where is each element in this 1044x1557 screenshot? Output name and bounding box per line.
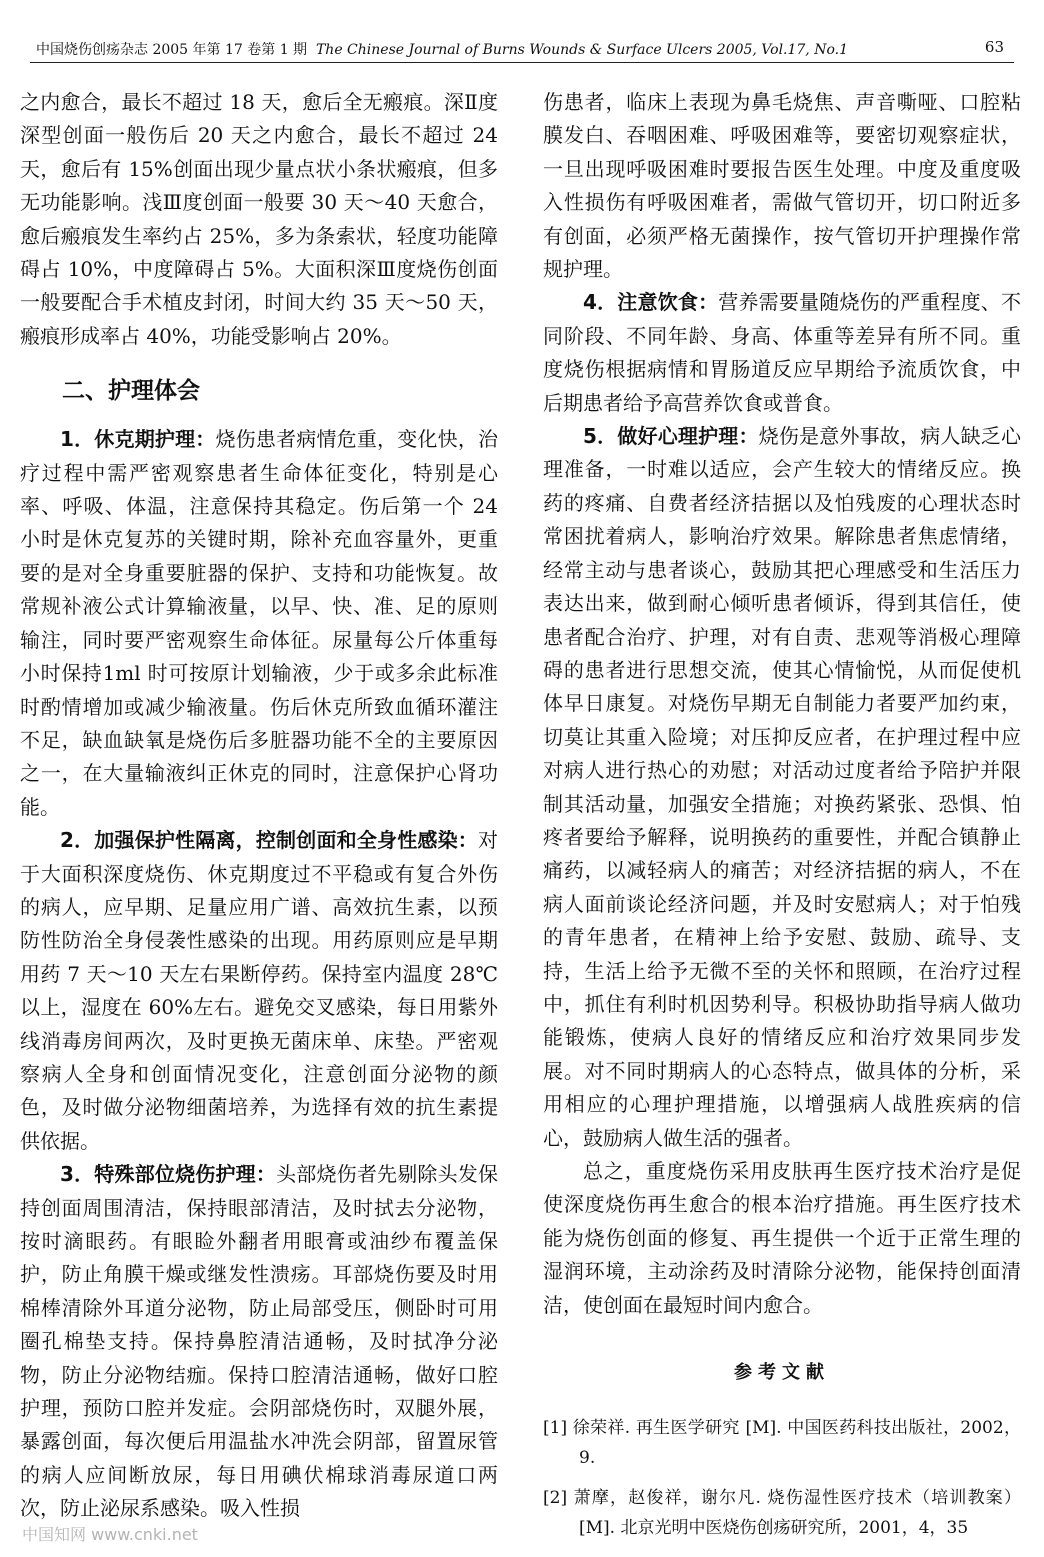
item-title: 3．特殊部位烧伤护理： — [60, 1162, 277, 1187]
watermark: 中国知网 www.cnki.net — [22, 1525, 198, 1544]
item-text: 烧伤是意外事故，病人缺乏心理准备，一时难以适应，会产生较大的情绪反应。换药的疼痛、自费者经济拮据以及怕残废的心理状态时常困扰着病人，影响治疗效果。解除患者焦虑情绪，经常主动与患者谈心，鼓励其把心理感受和生活压力表达出来，做到耐心倾听患者倾诉，得到其信任，使患者配合治疗、护理，对有自责、悲观等消极心理障碍的患者进行思想交流，使其心情愉悦，从而促使机体早日康复。对烧伤早期无自制能力者要严加约束，切莫让其重入险境；对压抑反应者，在护理过程中应对病人进行热心的劝慰；对活动过度者给予陪护并限制其活动量，加强安全措施；对换药紧张、恐惧、怕疼者要给予解释，说明换药的重要性，并配合镇静止痛药，以减轻病人的痛苦；对经济拮据的病人，不在病人面前谈论经济问题，并及时安慰病人；对于怕残的青年患者，在精神上给予安慰、鼓励、疏导、支持，生活上给予无微不至的关怀和照顾，在治疗过程中，抓住有利时机因势利导。积极协助指导病人做功能锻炼，使病人良好的情绪反应和治疗效果同步发展。对不同时期病人的心态特点，做具体的分析，采用相应的心理护理措施，以增强病人战胜疾病的信心，鼓励病人做生活的强者。 — [543, 424, 1022, 1150]
item-shock-care — [20, 423, 498, 824]
journal-name-en: The Chinese Journal of Burns Wounds & Surface Ulcers 2005, Vol.17, No.1 — [315, 42, 848, 58]
journal-name-cn: 中国烧伤创疡杂志 2005 年第 17 卷第 1 期 — [36, 42, 308, 58]
reference-item: [1] 徐荣祥. 再生医学研究 [M]. 中国医药科技出版社，2002，9. — [543, 1418, 1021, 1469]
page-number: 63 — [984, 38, 1004, 56]
item-title: 5．做好心理护理： — [583, 424, 759, 449]
references-title: 参考文献 — [734, 1362, 830, 1384]
paragraph-inhalation: 伤患者，临床上表现为鼻毛烧焦、声音嘶哑、口腔粘膜发白、吞咽困难、呼吸困难等，要密切观察症状，一旦出现呼吸困难时要报告医生处理。中度及重度吸入性损伤有呼吸困难者，需做气管切开，切口附近多有创面，必须严格无菌操作，按气管切开护理操作常规护理。 — [543, 90, 1021, 282]
item-diet — [543, 286, 1021, 420]
item-title: 1．休克期护理： — [60, 427, 216, 452]
item-special-sites — [20, 1158, 498, 1525]
left-column — [20, 86, 498, 1526]
right-column — [543, 86, 1021, 1553]
item-title: 4．注意饮食： — [583, 290, 719, 315]
item-text: 头部烧伤者先剔除头发保持创面周围清洁，保持眼部清洁，及时拭去分泌物，按时滴眼药。有眼睑外翻者用眼膏或油纱布覆盖保护，防止角膜干燥或继发性溃疡。耳部烧伤要及时用棉棒清除外耳道分泌物，防止局部受压，侧卧时可用圈孔棉垫支持。保持鼻腔清洁通畅，及时拭净分泌物，防止分泌物结痂。保持口腔清洁通畅，做好口腔护理，预防口腔并发症。会阴部烧伤时，双腿外展，暴露创面，每次便后用温盐水冲洗会阴部，留置尿管的病人应间断放尿，每日用碘伏棉球消毒尿道口两次，防止泌尿系感染。吸入性损 — [20, 1162, 499, 1521]
item-isolation — [20, 824, 498, 1158]
paragraph-healing: 之内愈合，最长不超过 18 天，愈后全无瘢痕。深Ⅱ度深型创面一般伤后 20 天之内愈合，最长不超过 24 天，愈后有 15%创面出现少量点状小条状瘢痕，但多无功能影响。浅Ⅲ度创面一般要 30 天～40 天愈合，愈后瘢痕发生率约占 25%，多为条索状，轻度功能障碍占 10%，中度障碍占 5%。大面积深Ⅲ度烧伤创面一般要配合手术植皮封闭，时间大约 35 天～50 天，瘢痕形成率占 40%，功能受影响占 20%。 — [20, 90, 498, 348]
reference-item: [2] 萧摩，赵俊祥，谢尔凡. 烧伤湿性医疗技术（培训教案）[M]. 北京光明中医烧伤创疡研究所，2001，4，35 — [543, 1488, 1021, 1539]
summary-paragraph: 总之，重度烧伤采用皮肤再生医疗技术治疗是促使深度烧伤再生愈合的根本治疗措施。再生医疗技术能为烧伤创面的修复、再生提供一个近于正常生理的湿润环境，主动涂药及时清除分泌物，能保持创面清洁，使创面在最短时间内愈合。 — [543, 1159, 1021, 1317]
item-text: 烧伤患者病情危重，变化快，治疗过程中需严密观察患者生命体征变化，特别是心率、呼吸、体温，注意保持其稳定。伤后第一个 24 小时是休克复苏的关键时期，除补充血容量外，更重要的是对全身重要脏器的保护、支持和功能恢复。故常规补液公式计算输液量，以早、快、准、足的原则输注，同时要严密观察生命体征。尿量每公斤体重每小时保持1ml 时可按原计划输液，少于或多余此标准时酌情增加或减少输液量。伤后休克所致血循环灌注不足，缺血缺氧是烧伤后多脏器功能不全的主要原因之一，在大量输液纠正休克的同时，注意保护心肾功能。 — [20, 427, 499, 819]
item-text: 营养需要量随烧伤的严重程度、不同阶段、不同年龄、身高、体重等差异有所不同。重度烧伤根据病情和胃肠道反应早期给予流质饮食，中后期患者给予高营养饮食或普食。 — [543, 290, 1021, 415]
item-psychology — [543, 420, 1021, 1155]
item-title: 2．加强保护性隔离，控制创面和全身性感染： — [60, 828, 478, 853]
running-header — [30, 36, 1014, 63]
item-text: 对于大面积深度烧伤、休克期度过不平稳或有复合外伤的病人，应早期、足量应用广谱、高效抗生素，以预防性防治全身侵袭性感染的出现。用药原则应是早期用药 7 天～10 天左右果断停药。保持室内温度 28℃以上，湿度在 60%左右。避免交叉感染，每日用紫外线消毒房间两次，及时更换无菌床单、床垫。严密观察病人全身和创面情况变化，注意创面分泌物的颜色，及时做分泌物细菌培养，为选择有效的抗生素提供依据。 — [20, 828, 498, 1153]
journal-citation — [36, 39, 848, 59]
section-title: 二、护理体会 — [62, 378, 200, 405]
